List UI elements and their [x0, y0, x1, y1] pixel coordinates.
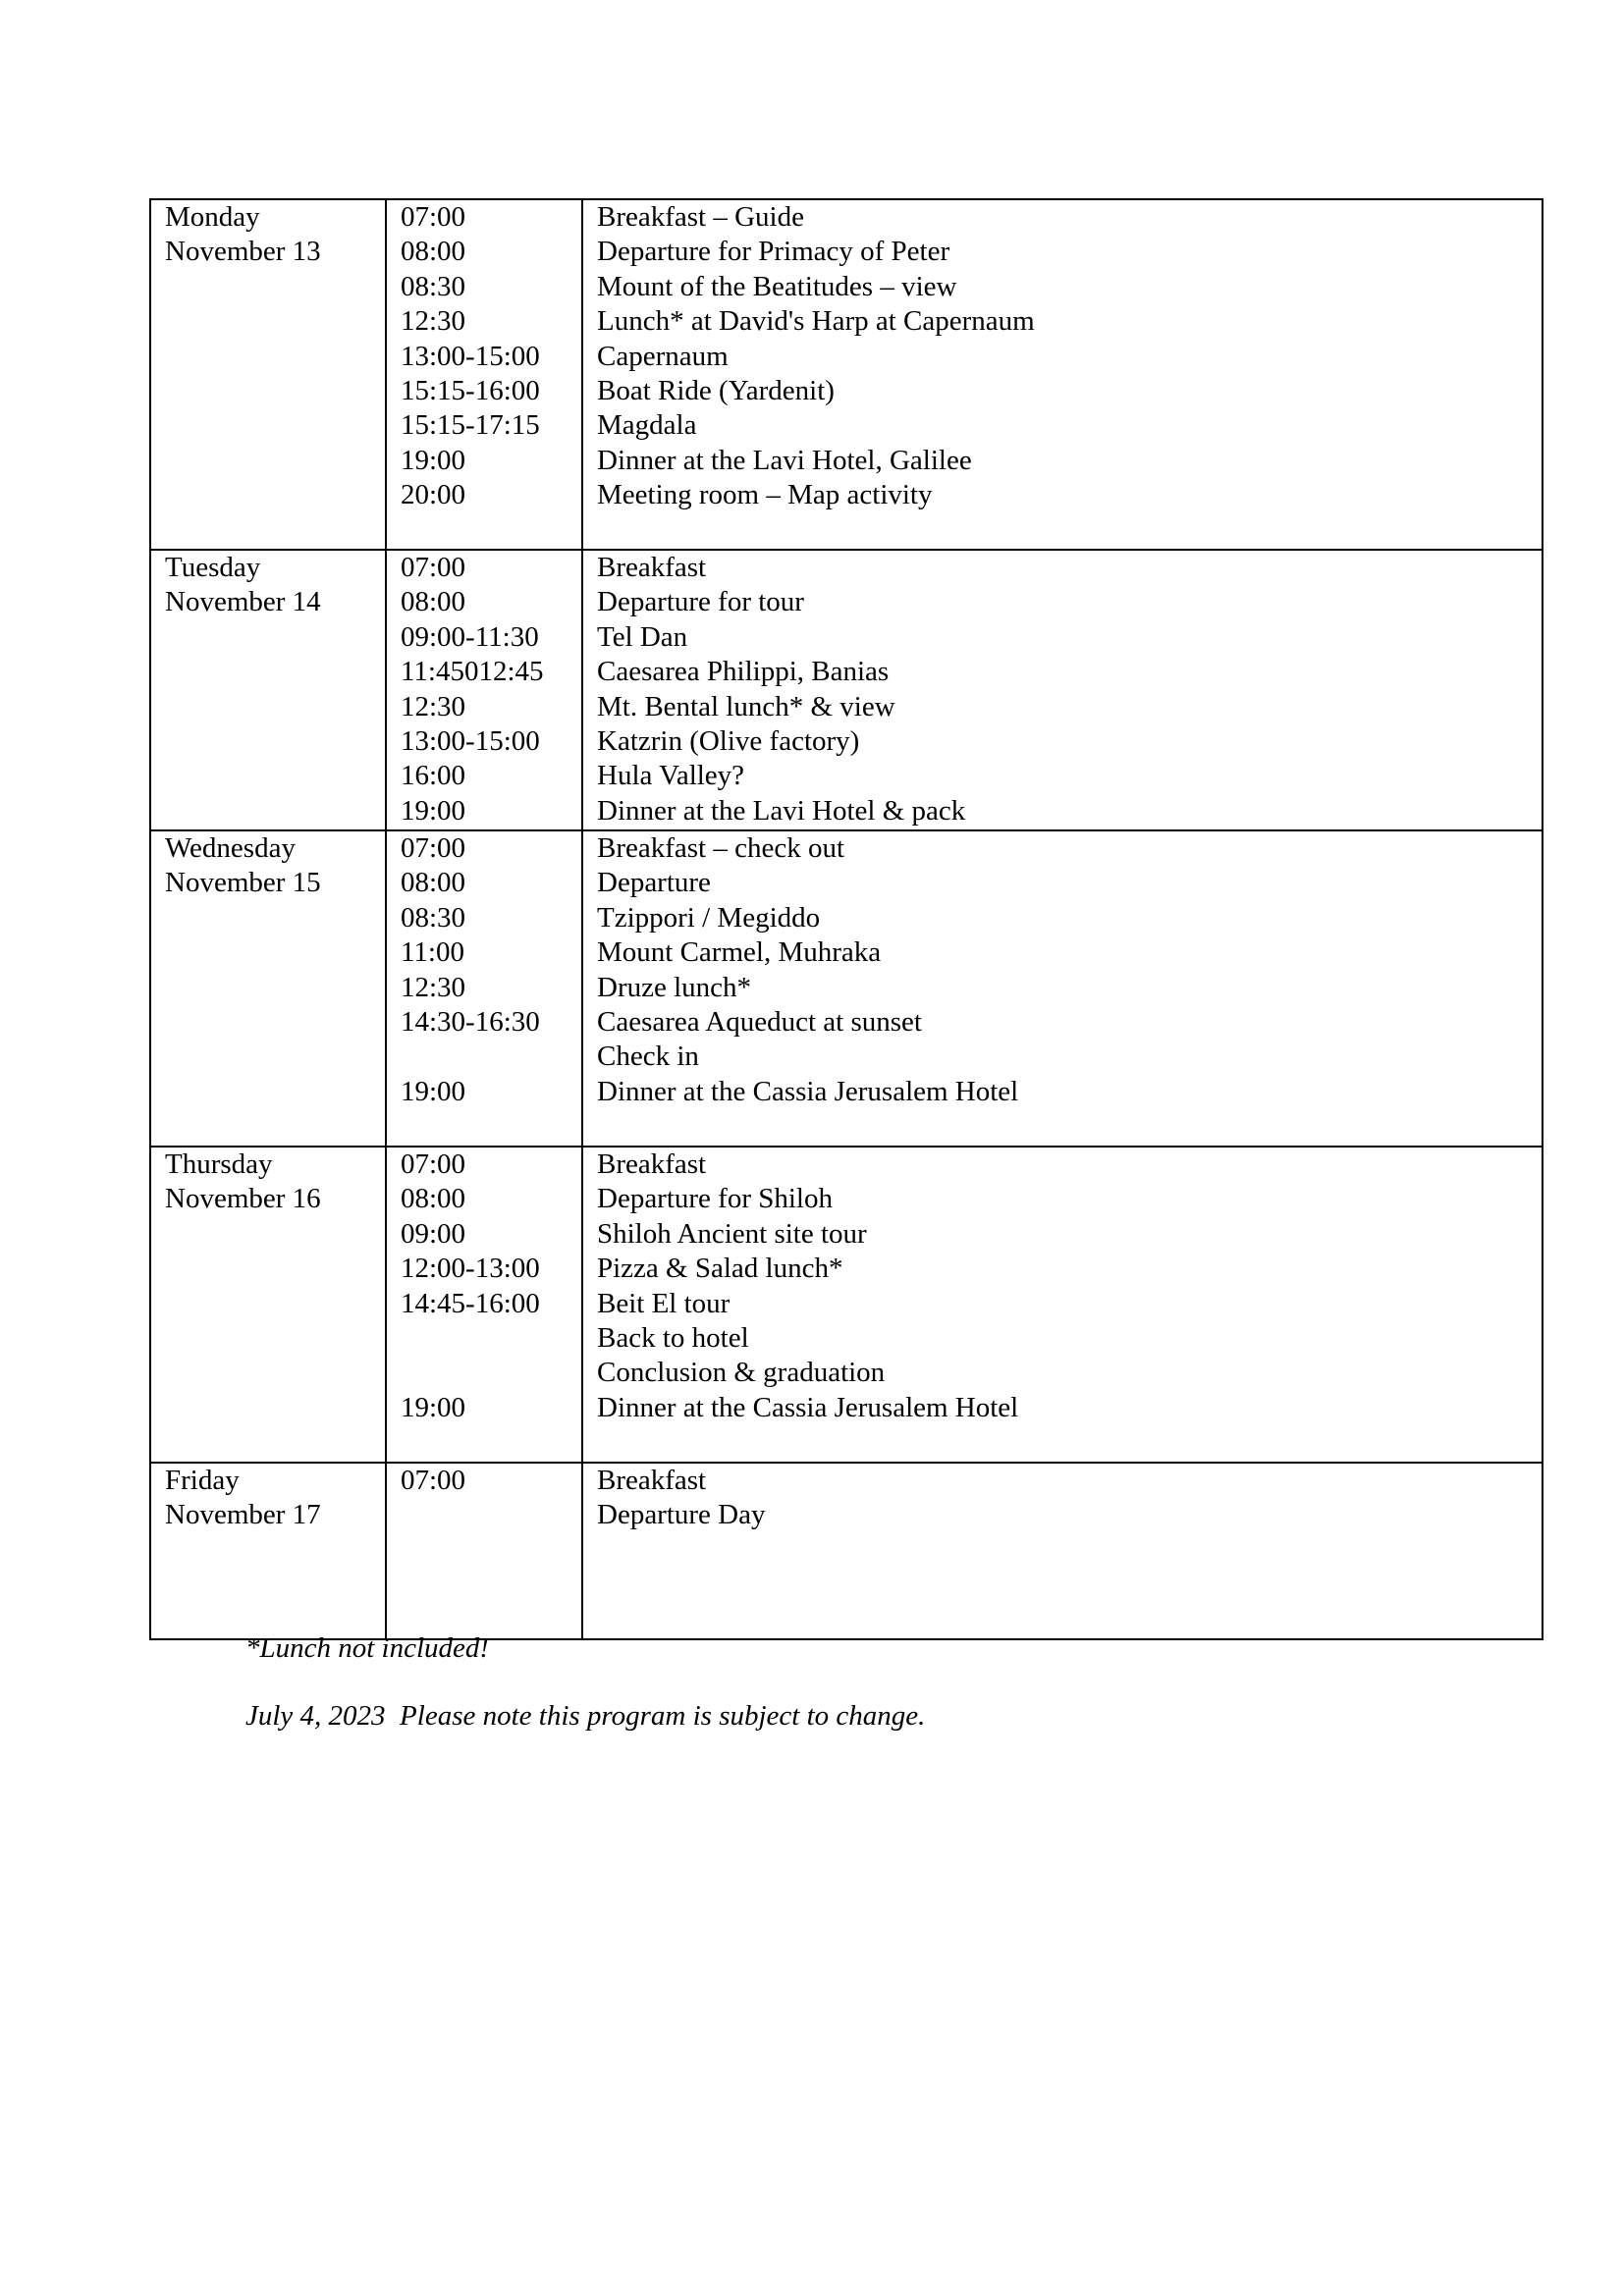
time-cell: [386, 550, 582, 830]
activity-entry: Hula Valley?: [597, 760, 745, 792]
time-entry: 07:00: [401, 1148, 466, 1180]
day-date: November 13: [165, 236, 321, 268]
time-entry: 13:00-15:00: [401, 725, 540, 758]
activity-entry: Caesarea Aqueduct at sunset: [597, 1006, 922, 1039]
time-entry: 07:00: [401, 832, 466, 864]
activity-entry: Dinner at the Cassia Jerusalem Hotel: [597, 1391, 1019, 1423]
day-cell: [150, 550, 386, 830]
activity-entry: Breakfast – check out: [597, 832, 845, 864]
activity-entry: Lunch* at David's Harp at Capernaum: [597, 305, 1035, 338]
activity-entry: Check in: [597, 1041, 699, 1073]
day-name: Monday: [165, 201, 260, 233]
time-entry: 13:00-15:00: [401, 340, 540, 372]
time-entry: [401, 1321, 581, 1356]
time-cell: [386, 1147, 582, 1463]
activity-cell: [582, 830, 1543, 1147]
day-cell: [150, 1147, 386, 1463]
activity-entry: Tel Dan: [597, 620, 688, 653]
activity-entry: Dinner at the Cassia Jerusalem Hotel: [597, 1075, 1019, 1107]
time-entry: 14:30-16:30: [401, 1006, 540, 1039]
activity-entry: Departure for Primacy of Peter: [597, 236, 950, 268]
activity-entry: Departure Day: [597, 1499, 766, 1531]
activity-entry: Departure: [597, 867, 711, 899]
activity-entry: Boat Ride (Yardenit): [597, 375, 835, 407]
activity-cell: [582, 1463, 1543, 1639]
day-cell: [150, 1463, 386, 1639]
time-entry: 08:00: [401, 867, 466, 899]
activity-entry: Dinner at the Lavi Hotel, Galilee: [597, 444, 972, 476]
activity-entry: Mount of the Beatitudes – view: [597, 270, 957, 302]
activity-entry: Mount Carmel, Muhraka: [597, 936, 882, 969]
day-name: Tuesday: [165, 552, 261, 583]
day-date: November 15: [165, 867, 321, 899]
time-entry: 19:00: [401, 444, 466, 476]
activity-entry: Breakfast: [597, 1148, 707, 1180]
time-entry: 08:30: [401, 270, 466, 302]
time-entry: [401, 1040, 581, 1074]
activity-entry: Departure for Shiloh: [597, 1183, 833, 1215]
day-name: Friday: [165, 1465, 240, 1496]
activity-entry: Tzippori / Megiddo: [597, 901, 821, 934]
activity-entry: Druze lunch*: [597, 971, 752, 1003]
schedule-row-monday: [150, 199, 1543, 550]
schedule-row-thursday: [150, 1147, 1543, 1463]
day-date: November 17: [165, 1499, 321, 1531]
date-change-note: July 4, 2023 Please note this program is subject to change.: [245, 1700, 926, 1732]
activity-entry: Katzrin (Olive factory): [597, 725, 860, 758]
time-entry: 20:00: [401, 479, 466, 511]
day-name: Wednesday: [165, 832, 296, 864]
activity-entry: Capernaum: [597, 340, 729, 372]
time-cell: [386, 1463, 582, 1639]
activity-entry: Pizza & Salad lunch*: [597, 1253, 843, 1285]
activity-entry: Shiloh Ancient site tour: [597, 1217, 867, 1250]
activity-cell: [582, 199, 1543, 550]
time-entry: 07:00: [401, 201, 466, 233]
time-entry: 12:30: [401, 305, 466, 338]
time-entry: [401, 1356, 581, 1390]
time-cell: [386, 830, 582, 1147]
time-entry: 08:00: [401, 1183, 466, 1215]
activity-entry: Caesarea Philippi, Banias: [597, 656, 890, 688]
day-cell: [150, 830, 386, 1147]
schedule-row-wednesday: [150, 830, 1543, 1147]
activity-entry: Mt. Bental lunch* & view: [597, 690, 895, 722]
day-cell: [150, 199, 386, 550]
time-entry: 14:45-16:00: [401, 1287, 540, 1319]
time-entry: 15:15-16:00: [401, 375, 540, 407]
activity-entry: Back to hotel: [597, 1322, 749, 1355]
time-entry: 15:15-17:15: [401, 409, 540, 442]
activity-entry: Breakfast: [597, 552, 707, 583]
day-date: November 14: [165, 586, 321, 618]
time-entry: 12:00-13:00: [401, 1253, 540, 1285]
activity-entry: Departure for tour: [597, 586, 804, 618]
schedule-table: [149, 198, 1543, 1640]
time-entry: 19:00: [401, 1075, 466, 1107]
activity-entry: Conclusion & graduation: [597, 1357, 886, 1389]
time-cell: [386, 199, 582, 550]
time-entry: 08:00: [401, 586, 466, 618]
time-entry: 11:00: [401, 936, 464, 969]
time-entry: 09:00-11:30: [401, 620, 539, 653]
time-entry: 08:30: [401, 901, 466, 934]
activity-entry: Breakfast: [597, 1465, 707, 1496]
activity-entry: Beit El tour: [597, 1287, 731, 1319]
schedule-row-friday: [150, 1463, 1543, 1639]
activity-entry: Breakfast – Guide: [597, 201, 804, 233]
day-date: November 16: [165, 1183, 321, 1215]
time-entry: 07:00: [401, 1465, 466, 1496]
time-entry: 09:00: [401, 1217, 466, 1250]
activity-entry: Dinner at the Lavi Hotel & pack: [597, 794, 966, 827]
activity-cell: [582, 1147, 1543, 1463]
time-entry: 16:00: [401, 760, 466, 792]
schedule-row-tuesday: [150, 550, 1543, 830]
time-entry: 12:30: [401, 690, 466, 722]
day-name: Thursday: [165, 1148, 273, 1180]
activity-entry: Magdala: [597, 409, 697, 442]
time-entry: 11:45012:45: [401, 656, 544, 688]
time-entry: 19:00: [401, 1391, 466, 1423]
activity-cell: [582, 550, 1543, 830]
lunch-footnote: *Lunch not included!: [245, 1632, 490, 1664]
time-entry: 08:00: [401, 236, 466, 268]
activity-entry: Meeting room – Map activity: [597, 479, 933, 511]
time-entry: 07:00: [401, 552, 466, 583]
time-entry: 12:30: [401, 971, 466, 1003]
time-entry: 19:00: [401, 794, 466, 827]
